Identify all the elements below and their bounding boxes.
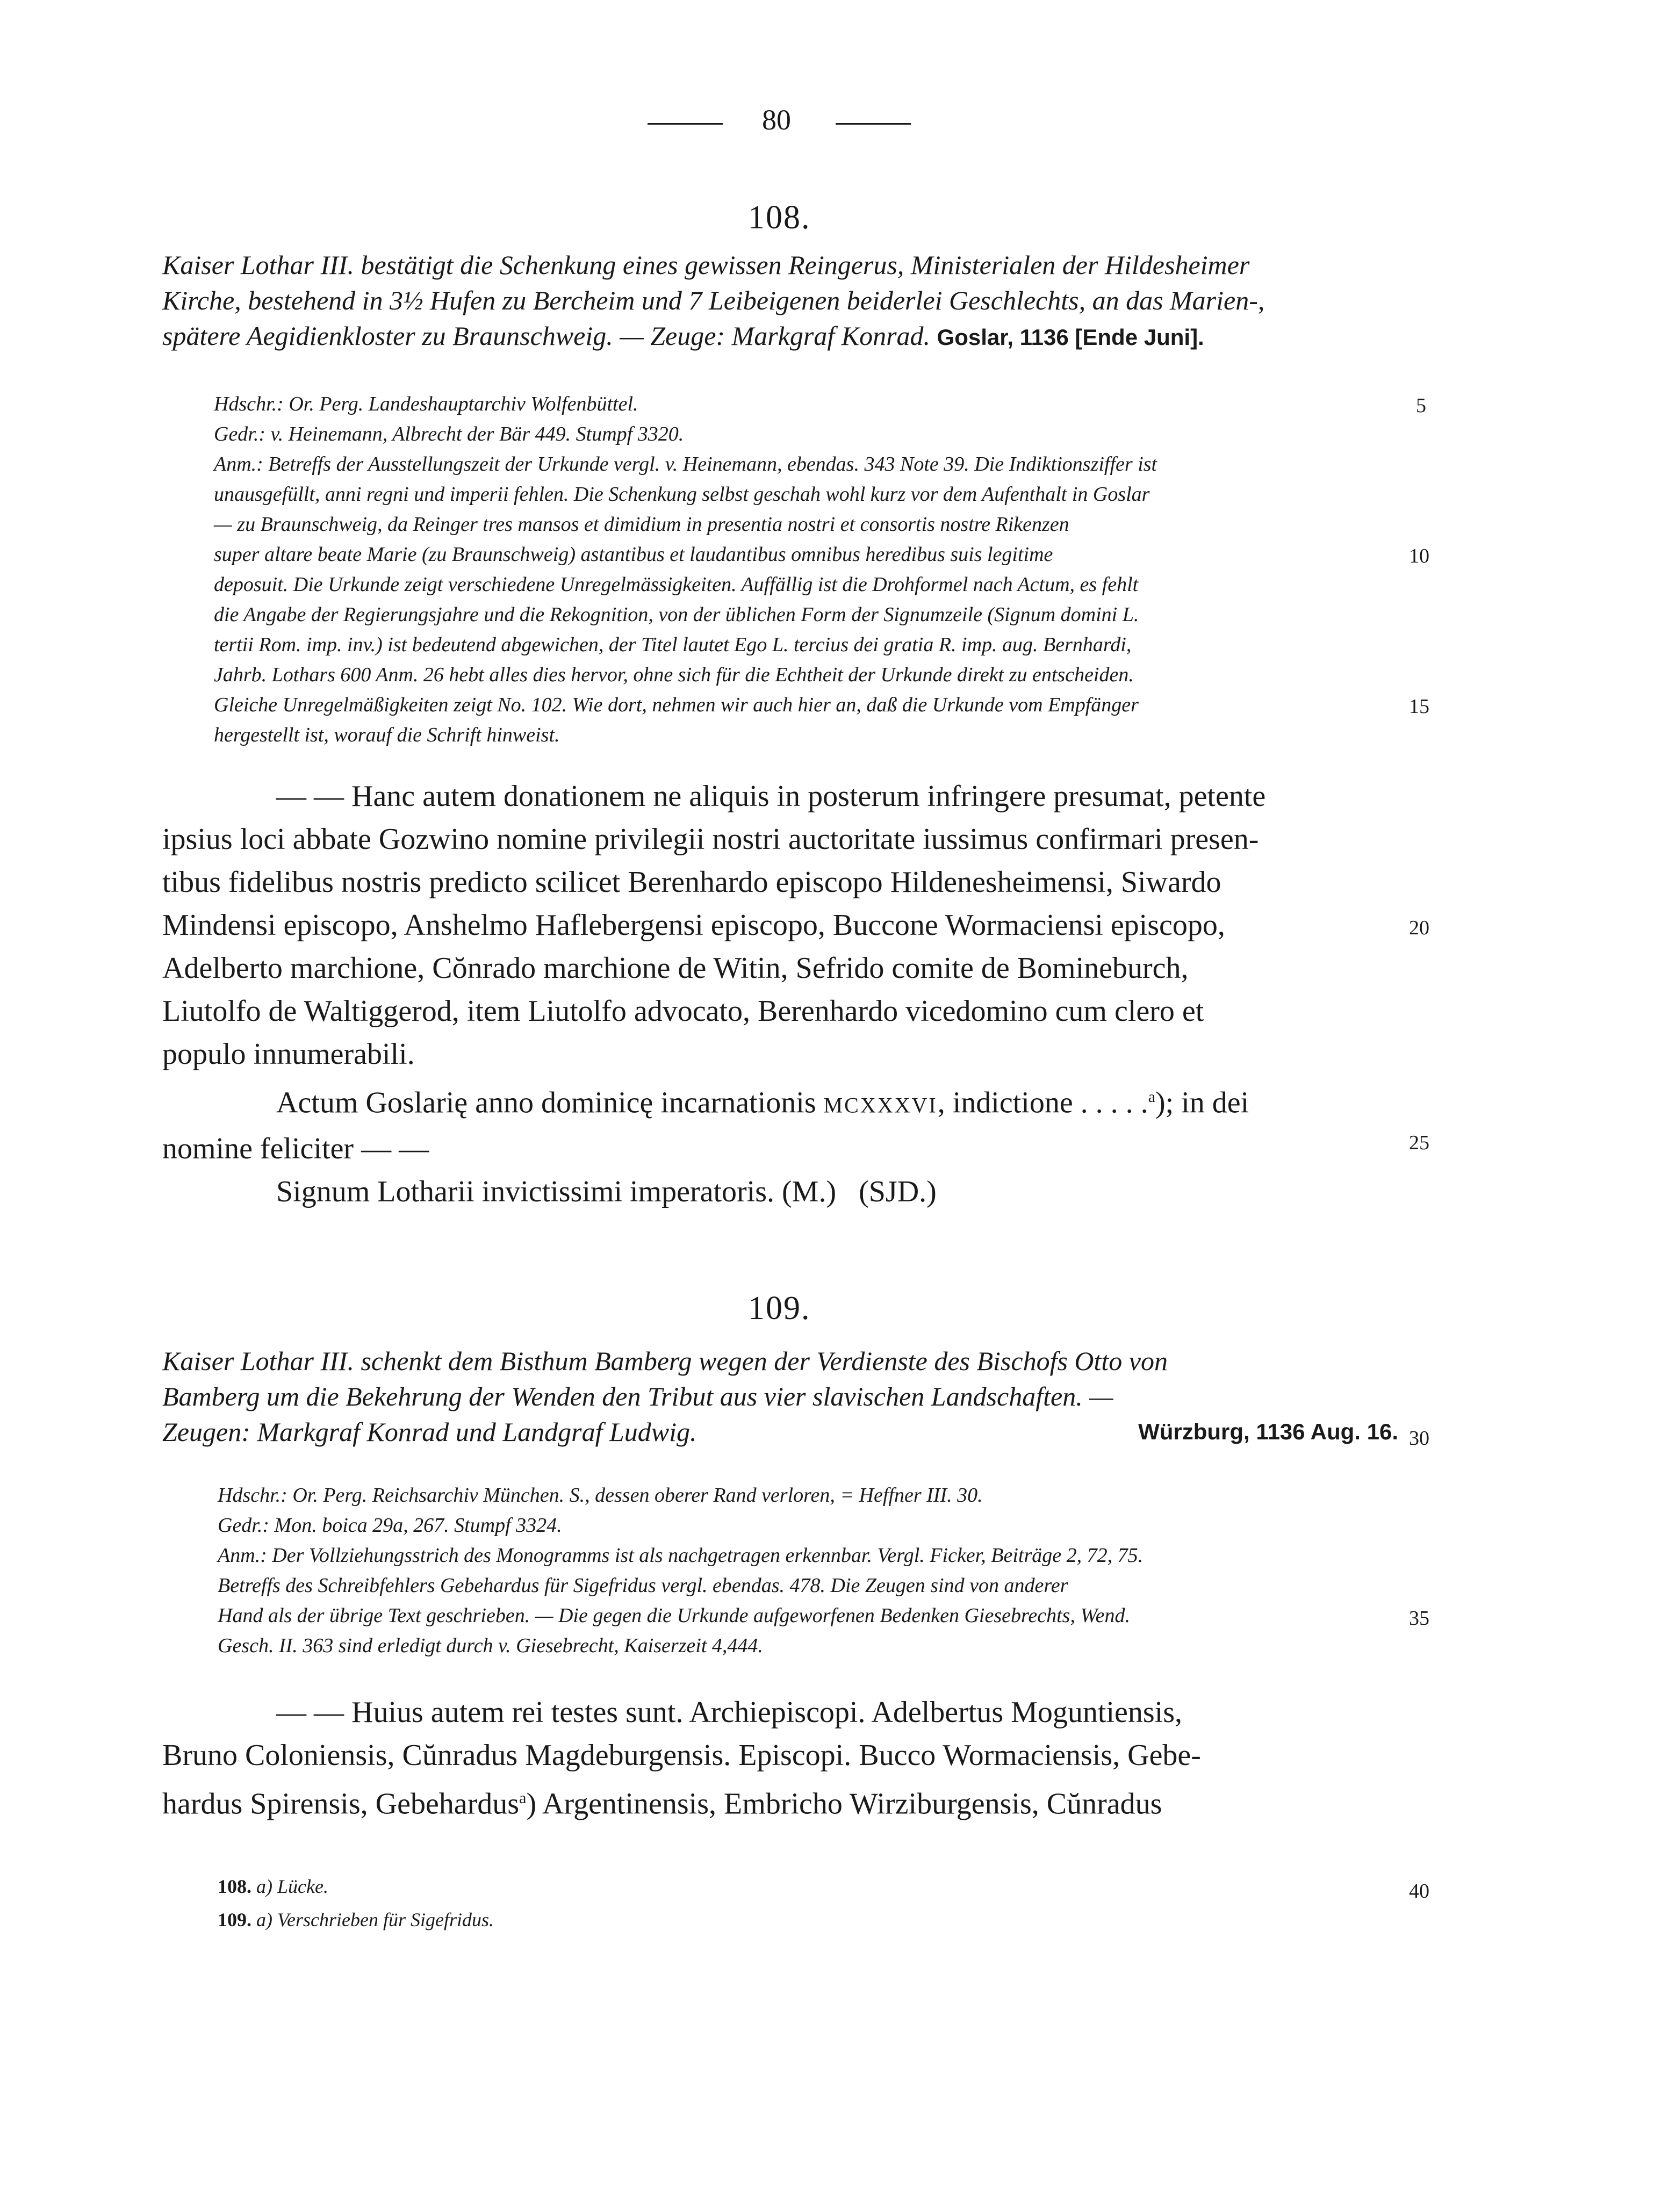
regest-108-line: [162, 318, 1398, 355]
footnote-number: 108.: [218, 1876, 251, 1897]
text-line: Mindensi episcopo, Anshelmo Haflebergensi episcopo, Buccone Wormaciensi episcopo,: [162, 909, 1225, 942]
actum-tail: ); in dei: [1155, 1086, 1249, 1120]
regest-109-line: [162, 1414, 1398, 1450]
footnote-number: 109.: [218, 1909, 251, 1930]
apparatus-line: die Angabe der Regierungsjahre und die Rekognition, von der üblichen Form der Signumzeile (Signum domini L.: [214, 603, 1139, 626]
charter-text-108: [162, 775, 1404, 1213]
place-date-108: Goslar, 1136 [Ende Juni].: [937, 325, 1204, 350]
apparatus-line: — zu Braunschweig, da Reinger tres mansos et dimidium in presentia nostri et consortis nostre Rikenzen: [214, 513, 1069, 536]
line-number-25: 25: [1409, 1132, 1429, 1154]
footnote-108: [218, 1875, 328, 1898]
header-rule-left: [648, 123, 723, 125]
text-line: tibus fidelibus nostris predicto scilicet Berenhardo episcopo Hildenesheimensi, Siwardo: [162, 866, 1221, 899]
footnote-text: Lücke.: [277, 1876, 328, 1897]
apparatus-line: tertii Rom. imp. inv.) ist bedeutend abgewichen, der Titel lautet Ego L. tercius dei gratia R. imp. aug. Bernhardi,: [214, 633, 1132, 656]
text-line: populo innumerabili.: [162, 1037, 415, 1071]
actum-line: [162, 1076, 1404, 1127]
apparatus-line: Hand als der übrige Text geschrieben. — Die gegen die Urkunde aufgeworfenen Bedenken Giesebrechts, Wend.: [218, 1604, 1130, 1627]
apparatus-line: Gesch. II. 363 sind erledigt durch v. Giesebrecht, Kaiserzeit 4,444.: [218, 1634, 763, 1657]
regest-109: [162, 1343, 1398, 1450]
footnote-109: [218, 1908, 494, 1931]
footnote-mark: a: [519, 1789, 527, 1807]
text-line: Adelberto marchione, Cŏnrado marchione de Witin, Sefrido comite de Bomineburch,: [162, 952, 1189, 985]
line-number-40: 40: [1409, 1880, 1429, 1903]
document-number-108: 108.: [748, 199, 811, 236]
line-number-10: 10: [1409, 545, 1429, 567]
apparatus-108: [214, 389, 1396, 750]
regest-109-line: Kaiser Lothar III. schenkt dem Bisthum Bamberg wegen der Verdienste des Bischofs Otto von: [162, 1346, 1168, 1376]
actum-line-2: nomine feliciter — —: [162, 1132, 429, 1165]
text-line: Bruno Coloniensis, Cŭnradus Magdeburgensis. Episcopi. Bucco Wormaciensis, Gebe-: [162, 1739, 1201, 1772]
line-number-5: 5: [1416, 394, 1426, 417]
place-date-109: Würzburg, 1136 Aug. 16.: [1138, 1419, 1398, 1444]
apparatus-line: Gleiche Unregelmäßigkeiten zeigt No. 102. Wie dort, nehmen wir auch hier an, daß die Urkunde vom Empfänger: [214, 694, 1139, 716]
footnote-mark: a): [256, 1909, 272, 1930]
actum-indiction: , indictione . . . . .: [937, 1086, 1148, 1120]
line-number-15: 15: [1409, 695, 1429, 718]
regest-108-line: Kaiser Lothar III. bestätigt die Schenkung eines gewissen Reingerus, Ministerialen der Hildesheimer: [162, 250, 1250, 280]
apparatus-line: Betreffs des Schreibfehlers Gebehardus für Sigefridus vergl. ebendas. 478. Die Zeugen sind von anderer: [218, 1574, 1068, 1597]
regest-108-line-text: spätere Aegidienkloster zu Braunschweig. — Zeuge: Markgraf Konrad.: [162, 321, 931, 351]
apparatus-line: Hdschr.: Or. Perg. Landeshauptarchiv Wolfenbüttel.: [214, 393, 638, 415]
apparatus-line: super altare beate Marie (zu Braunschweig) astantibus et laudantibus omnibus heredibus suis legitime: [214, 543, 1053, 566]
regest-108-line: Kirche, bestehend in 3½ Hufen zu Bercheim und 7 Leibeigenen beiderlei Geschlechts, an das Marien-,: [162, 285, 1265, 315]
text-segment: hardus Spirensis, Gebehardus: [162, 1787, 520, 1821]
actum-year: MCXXXVI: [823, 1093, 938, 1118]
header-rule-right: [836, 123, 911, 125]
apparatus-line: deposuit. Die Urkunde zeigt verschiedene Unregelmässigkeiten. Auffällig ist die Drohformel nach Actum, es fehlt: [214, 573, 1139, 596]
apparatus-line: Gedr.: Mon. boica 29a, 267. Stumpf 3324.: [218, 1514, 562, 1537]
apparatus-line: Anm.: Betreffs der Ausstellungszeit der Urkunde vergl. v. Heinemann, ebendas. 343 Note 39. Die Indiktionsziffer ist: [214, 453, 1157, 475]
line-number-30: 30: [1409, 1427, 1429, 1450]
footnote-mark: a: [1148, 1088, 1156, 1106]
regest-109-line: Bamberg um die Bekehrung der Wenden den Tribut aus vier slavischen Landschaften. —: [162, 1381, 1113, 1411]
text-line: — — Hanc autem donationem ne aliquis in posterum infringere presumat, petente: [276, 780, 1266, 813]
text-line: [162, 1777, 1404, 1826]
apparatus-line: hergestellt ist, worauf die Schrift hinweist.: [214, 724, 560, 746]
text-segment: ) Argentinensis, Embricho Wirziburgensis, Cŭnradus: [526, 1787, 1162, 1821]
line-number-35: 35: [1409, 1607, 1429, 1630]
footnote-mark: a): [256, 1876, 272, 1897]
regest-109-line-text: Zeugen: Markgraf Konrad und Landgraf Ludwig.: [162, 1417, 697, 1447]
regest-108: [162, 247, 1398, 355]
text-line: Liutolfo de Waltiggerod, item Liutolfo advocato, Berenhardo vicedomino cum clero et: [162, 995, 1204, 1028]
line-number-20: 20: [1409, 917, 1429, 939]
apparatus-line: Gedr.: v. Heinemann, Albrecht der Bär 449. Stumpf 3320.: [214, 423, 684, 445]
document-number-109: 109.: [748, 1290, 811, 1327]
apparatus-line: Jahrb. Lothars 600 Anm. 26 hebt alles dies hervor, ohne sich für die Echtheit der Urkunde direkt zu entscheiden.: [214, 664, 1134, 686]
charter-text-109: [162, 1691, 1404, 1826]
footnote-text: Verschrieben für Sigefridus.: [277, 1909, 494, 1930]
actum-text: Actum Goslarię anno dominicę incarnationis: [276, 1086, 816, 1120]
page-number: 80: [762, 104, 791, 136]
apparatus-line: Anm.: Der Vollziehungsstrich des Monogramms ist als nachgetragen erkennbar. Vergl. Ficker, Beiträge 2, 72, 75.: [218, 1544, 1144, 1567]
apparatus-line: Hdschr.: Or. Perg. Reichsarchiv München. S., dessen oberer Rand verloren, = Heffner III. 30.: [218, 1484, 983, 1507]
text-line: ipsius loci abbate Gozwino nomine privilegii nostri auctoritate iussimus confirmari presen-: [162, 823, 1259, 856]
apparatus-109: [218, 1480, 1400, 1661]
signum-line: Signum Lotharii invictissimi imperatoris. (M.) (SJD.): [276, 1175, 937, 1208]
text-line: — — Huius autem rei testes sunt. Archiepiscopi. Adelbertus Moguntiensis,: [276, 1696, 1183, 1729]
apparatus-line: unausgefüllt, anni regni und imperii fehlen. Die Schenkung selbst geschah wohl kurz vor dem Aufenthalt in Goslar: [214, 483, 1150, 506]
